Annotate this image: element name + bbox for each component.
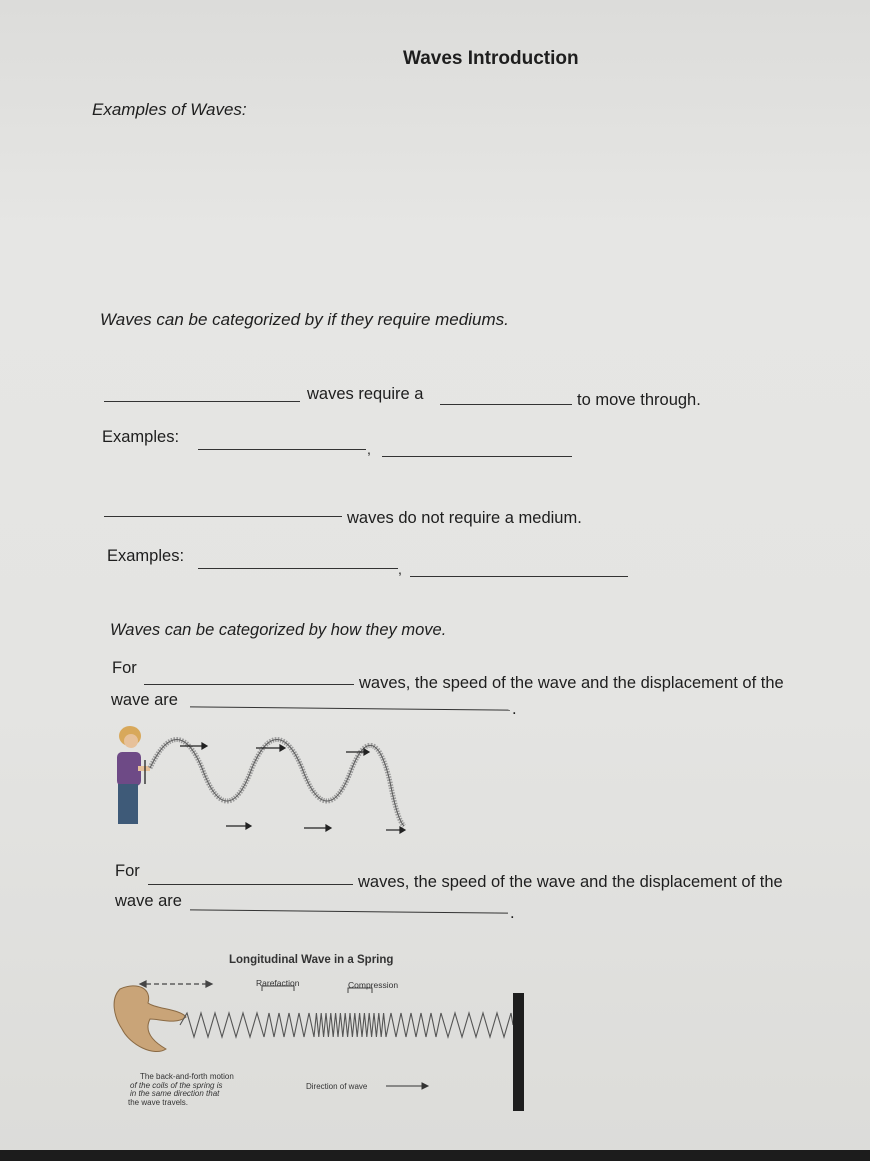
comma-2: , — [398, 561, 402, 577]
transverse-wave-image — [108, 722, 413, 834]
blank-longitudinal[interactable] — [148, 884, 353, 885]
blank-perpendicular[interactable] — [190, 706, 510, 710]
for-label-2: For — [115, 862, 140, 880]
blank-electromagnetic[interactable] — [104, 516, 342, 517]
blank-example-1a[interactable] — [198, 449, 366, 450]
caption-line-2: of the coils of the spring is — [130, 1081, 223, 1090]
blank-example-2b[interactable] — [410, 576, 628, 577]
comma-1: , — [367, 441, 371, 457]
caption-line-3: in the same direction that — [130, 1089, 220, 1098]
blank-example-2a[interactable] — [198, 568, 398, 569]
wave-are-1: wave are — [111, 691, 178, 709]
blank-example-1b[interactable] — [382, 456, 572, 457]
examples-label-1: Examples: — [102, 428, 180, 446]
caption-line-1: The back-and-forth motion — [140, 1072, 234, 1081]
screen-bezel — [0, 1150, 870, 1161]
diagram-title: Longitudinal Wave in a Spring — [229, 954, 394, 966]
blank-transverse[interactable] — [144, 684, 354, 685]
compression-label: Compression — [348, 980, 399, 990]
spring-diagram — [110, 975, 530, 1115]
for-label-1: For — [112, 659, 137, 677]
blank-parallel[interactable] — [190, 909, 508, 913]
period-1: . — [512, 700, 517, 718]
examples-heading: Examples of Waves: — [92, 100, 247, 119]
longitudinal-text: waves, the speed of the wave and the displacement of the — [358, 873, 783, 891]
blank-mechanical[interactable] — [104, 401, 300, 402]
medium-heading: Waves can be categorized by if they require mediums. — [100, 310, 509, 329]
direction-arrow — [386, 1083, 428, 1089]
motion-heading: Waves can be categorized by how they move. — [110, 621, 447, 639]
require-text: waves require a — [307, 385, 424, 403]
blank-medium[interactable] — [440, 404, 572, 405]
rarefaction-label: Rarefaction — [256, 978, 300, 988]
person-figure — [117, 726, 150, 824]
caption-line-4: the wave travels. — [128, 1098, 189, 1107]
wave-are-2: wave are — [115, 892, 182, 910]
direction-label: Direction of wave — [306, 1082, 368, 1091]
examples-label-2: Examples: — [107, 547, 185, 565]
transverse-text: waves, the speed of the wave and the displacement of the — [359, 674, 784, 692]
move-through-text: to move through. — [577, 391, 701, 409]
no-medium-text: waves do not require a medium. — [347, 509, 582, 527]
page-title: Waves Introduction — [403, 48, 579, 69]
period-2: . — [510, 904, 515, 922]
